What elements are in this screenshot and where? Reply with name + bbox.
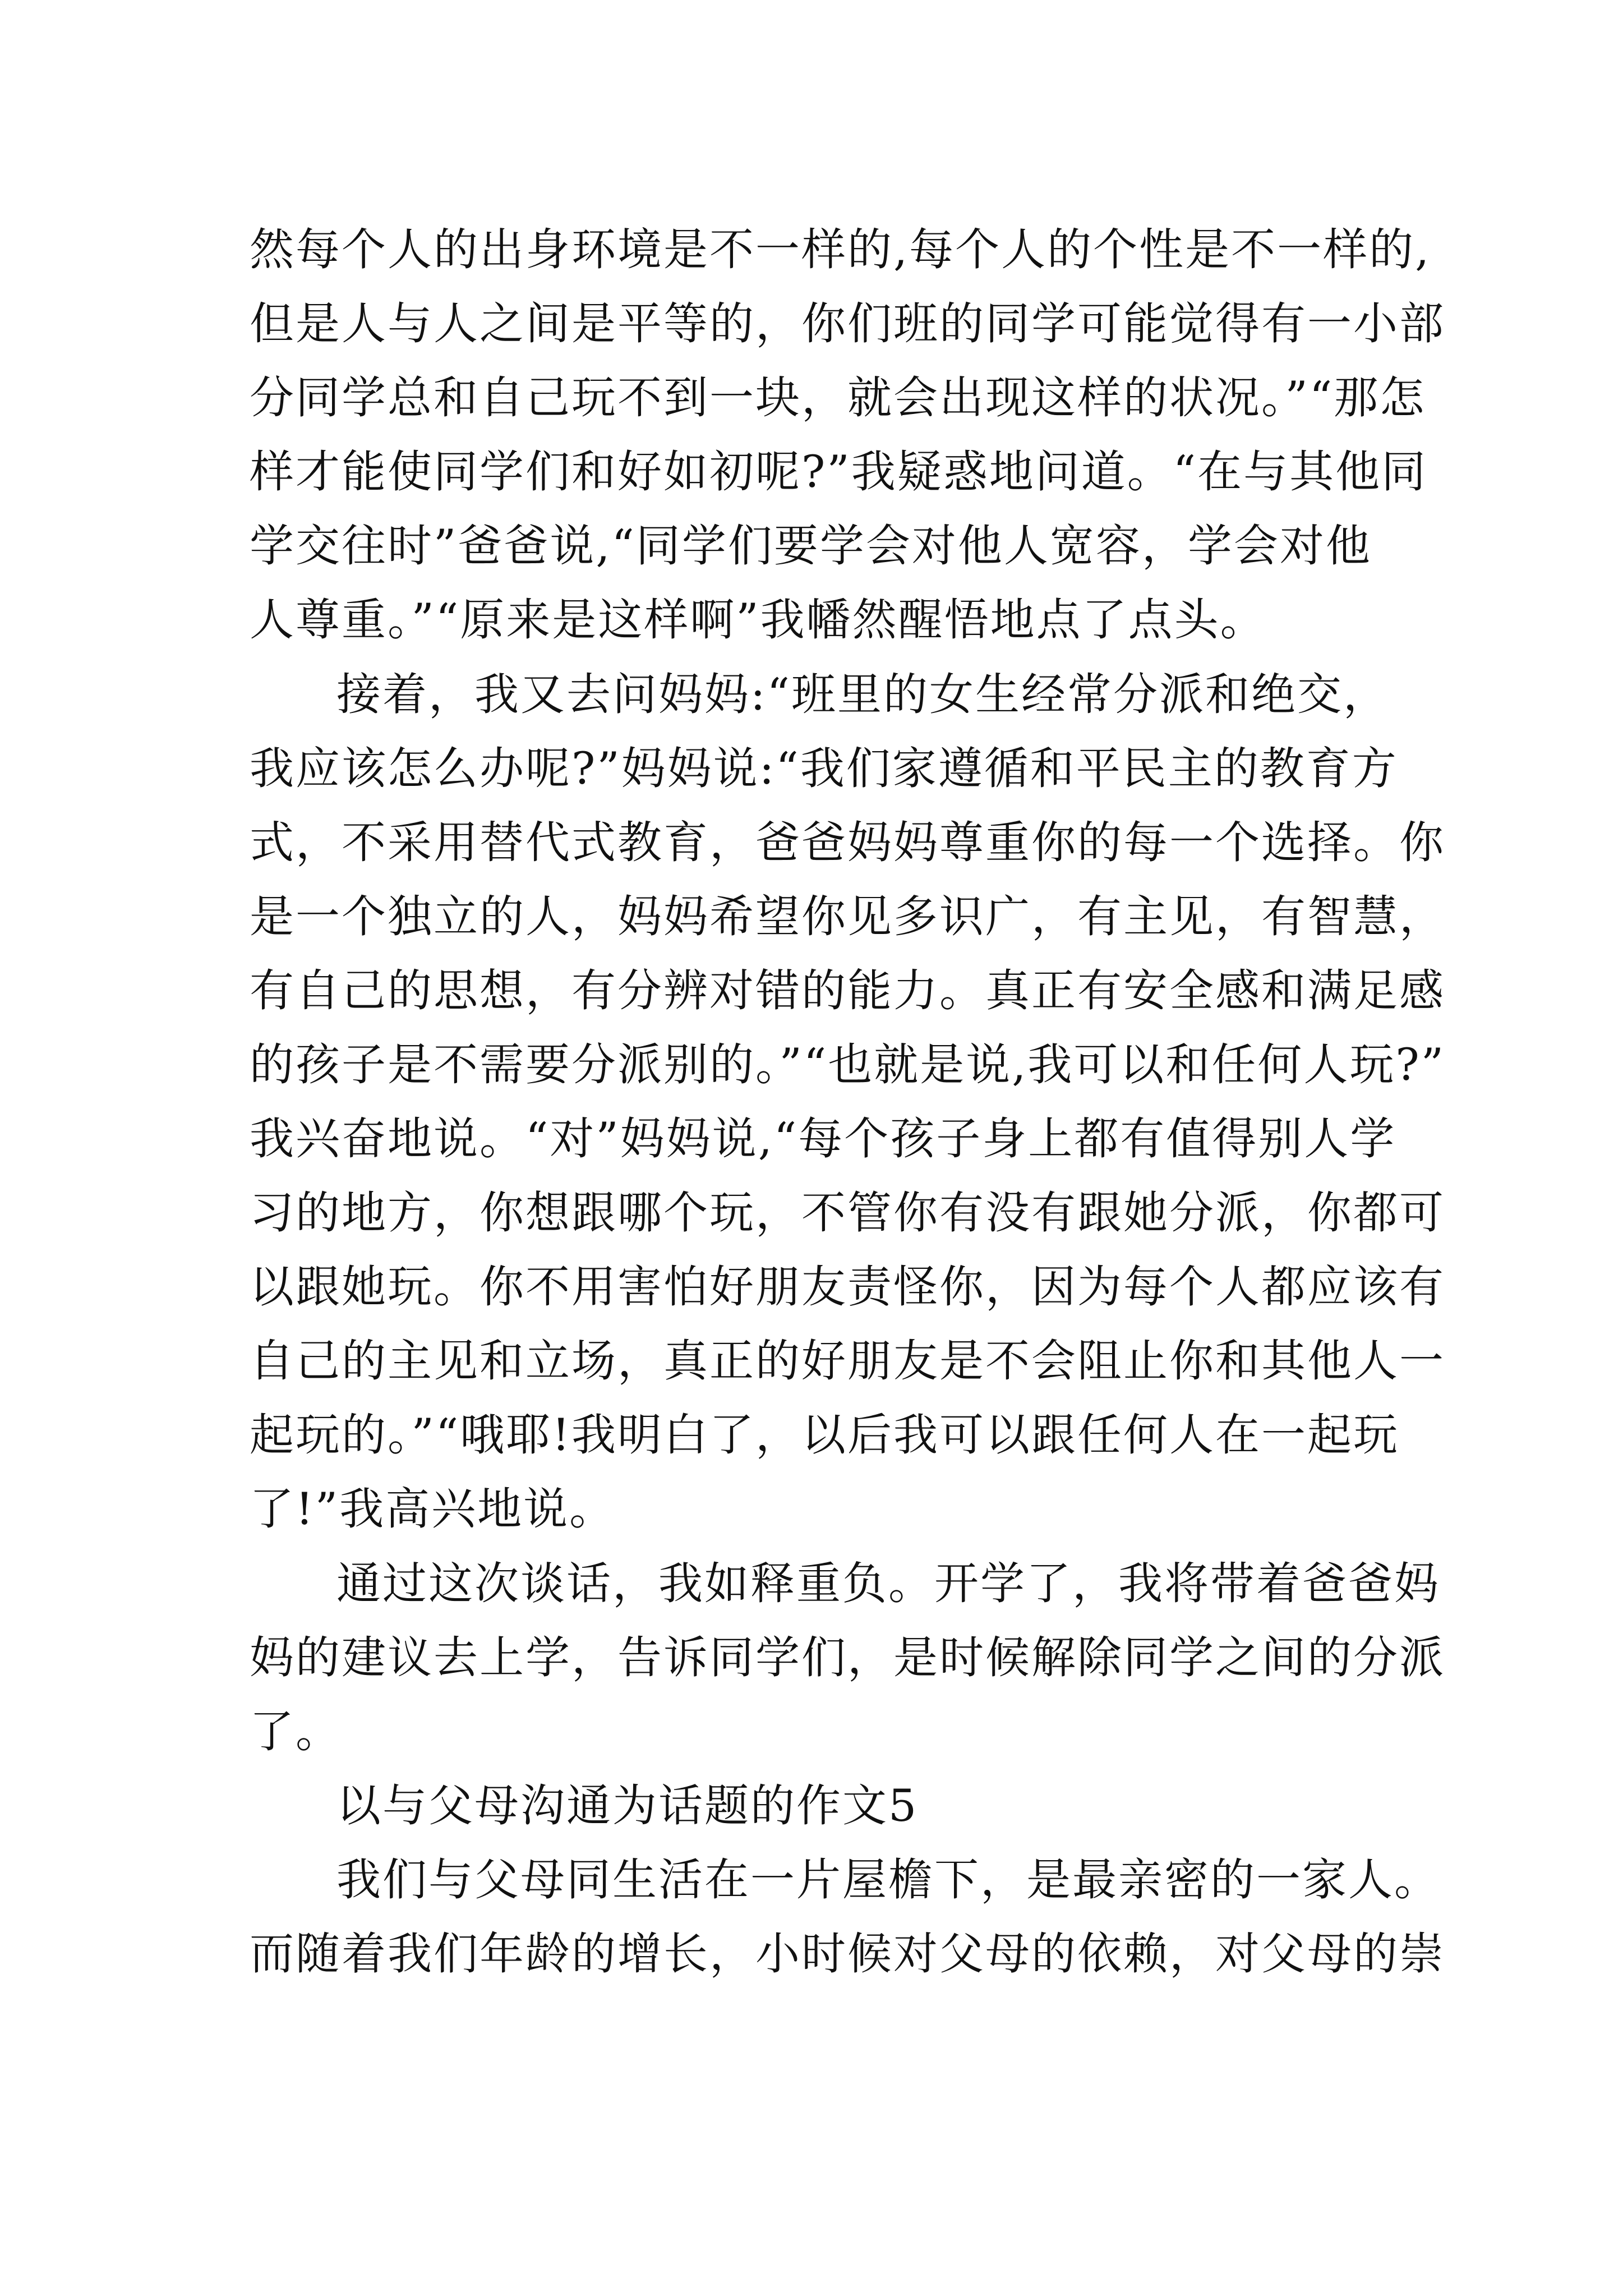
text-line: 是一个独立的人，妈妈希望你见多识广，有主见，有智慧，	[250, 891, 1445, 942]
text-line: 然每个人的出身环境是不一样的,每个人的个性是不一样的,	[250, 224, 1431, 275]
text-line: 有自己的思想，有分辨对错的能力。真正有安全感和满足感	[250, 965, 1445, 1016]
text-line: 分同学总和自己玩不到一块，就会出现这样的状况。”“那怎	[250, 372, 1426, 424]
text-line: 但是人与人之间是平等的，你们班的同学可能觉得有一小部	[250, 298, 1445, 349]
text-line: 接着，我又去问妈妈:“班里的女生经常分派和绝交，	[336, 669, 1390, 720]
text-line: 了!”我高兴地说。	[250, 1483, 616, 1535]
text-line: 自己的主见和立场，真正的好朋友是不会阻止你和其他人一	[250, 1335, 1445, 1387]
text-line: 妈的建议去上学，告诉同学们，是时候解除同学之间的分派	[250, 1632, 1445, 1683]
text-line: 以跟她玩。你不用害怕好朋友责怪你，因为每个人都应该有	[250, 1261, 1445, 1313]
text-line: 而随着我们年龄的增长，小时候对父母的依赖，对父母的崇	[250, 1928, 1445, 1980]
text-line: 了。	[250, 1706, 342, 1757]
text-line: 的孩子是不需要分派别的。”“也就是说,我可以和任何人玩?”	[250, 1039, 1446, 1091]
text-line: 我应该怎么办呢?”妈妈说:“我们家遵循和平民主的教育方	[250, 743, 1398, 794]
text-line: 学交往时”爸爸说,“同学们要学会对他人宽容，学会对他	[250, 520, 1372, 572]
text-line: 通过这次谈话，我如释重负。开学了，我将带着爸爸妈	[336, 1558, 1440, 1609]
text-line: 我兴奋地说。“对”妈妈说,“每个孩子身上都有值得别人学	[250, 1113, 1396, 1165]
text-line: 起玩的。”“哦耶!我明白了，以后我可以跟任何人在一起玩	[250, 1409, 1400, 1461]
text-line: 样才能使同学们和好如初呢?”我疑惑地问道。“在与其他同	[250, 446, 1428, 498]
text-line: 习的地方，你想跟哪个玩，不管你有没有跟她分派，你都可	[250, 1187, 1445, 1239]
text-line: 我们与父母同生活在一片屋檐下，是最亲密的一家人。	[336, 1854, 1440, 1906]
section-heading: 以与父母沟通为话题的作文5	[336, 1780, 919, 1832]
text-line: 式，不采用替代式教育，爸爸妈妈尊重你的每一个选择。你	[250, 817, 1445, 868]
text-line: 人尊重。”“原来是这样啊”我幡然醒悟地点了点头。	[250, 594, 1266, 646]
